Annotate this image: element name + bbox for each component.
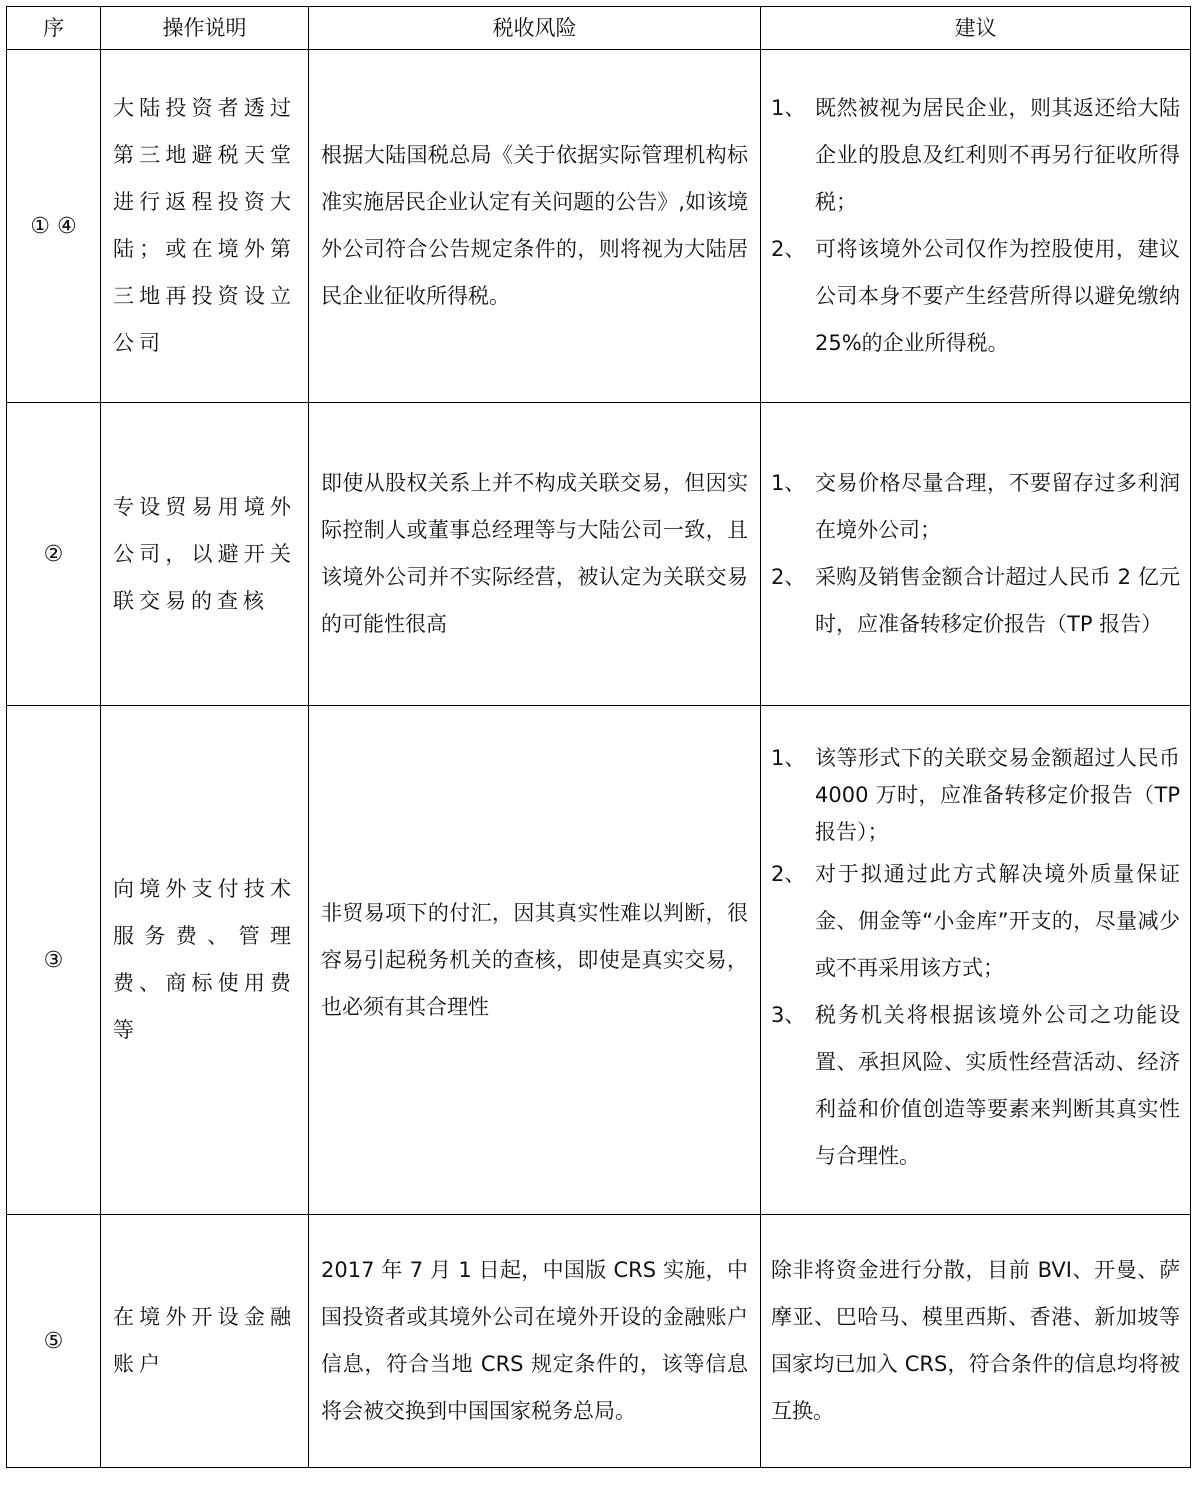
header-seq: 序 [7, 7, 101, 50]
advice-text: 既然被视为居民企业，则其返还给大陆企业的股息及红利则不再另行征收所得税； [815, 96, 1180, 214]
advice-item [771, 992, 1180, 1180]
row-operation: 向境外支付技术服务费、管理费、商标使用费等 [101, 706, 309, 1215]
row-operation: 专设贸易用境外公司，以避开关联交易的查核 [101, 403, 309, 706]
advice-item [771, 85, 1180, 226]
row-advice [761, 1215, 1191, 1468]
advice-item [771, 226, 1180, 367]
row-advice [761, 50, 1191, 403]
advice-text: 除非将资金进行分散，目前 BVI、开曼、萨摩亚、巴哈马、模里西斯、香港、新加坡等国家均已加入 CRS，符合条件的信息均将被互换。 [771, 1258, 1180, 1423]
advice-text: 对于拟通过此方式解决境外质量保证金、佣金等“小金库”开支的，尽量减少或不再采用该方式； [815, 862, 1180, 980]
row-risk: 即使从股权关系上并不构成关联交易，但因实际控制人或董事总经理等与大陆公司一致，且该境外公司并不实际经营，被认定为关联交易的可能性很高 [309, 403, 761, 706]
advice-text: 可将该境外公司仅作为控股使用，建议公司本身不要产生经营所得以避免缴纳 25%的企业所得税。 [815, 237, 1180, 355]
row-risk: 非贸易项下的付汇，因其真实性难以判断，很容易引起税务机关的查核，即使是真实交易，也必须有其合理性 [309, 706, 761, 1215]
header-advice: 建议 [761, 7, 1191, 50]
table-row [7, 50, 1191, 403]
advice-item [771, 740, 1180, 851]
advice-number: 1、 [771, 471, 806, 495]
row-operation: 在境外开设金融账户 [101, 1215, 309, 1468]
advice-number: 1、 [771, 96, 806, 120]
advice-text: 采购及销售金额合计超过人民币 2 亿元时，应准备转移定价报告（TP 报告） [815, 565, 1180, 636]
advice-number: 2、 [771, 862, 806, 886]
row-seq: ② [7, 403, 101, 706]
row-seq: ① ④ [7, 50, 101, 403]
advice-number: 1、 [771, 746, 806, 770]
row-advice [761, 403, 1191, 706]
advice-text: 该等形式下的关联交易金额超过人民币 4000 万时，应准备转移定价报告（TP 报告）； [815, 746, 1180, 844]
advice-item [771, 851, 1180, 992]
table-row [7, 706, 1191, 1215]
advice-number: 2、 [771, 565, 806, 589]
tax-risk-table [6, 6, 1191, 1468]
header-risk: 税收风险 [309, 7, 761, 50]
row-seq: ③ [7, 706, 101, 1215]
header-operation: 操作说明 [101, 7, 309, 50]
row-seq: ⑤ [7, 1215, 101, 1468]
table-header-row [7, 7, 1191, 50]
table-row [7, 403, 1191, 706]
table-row [7, 1215, 1191, 1468]
advice-item [771, 554, 1180, 648]
row-risk: 2017 年 7 月 1 日起，中国版 CRS 实施，中国投资者或其境外公司在境外开设的金融账户信息，符合当地 CRS 规定条件的，该等信息将会被交换到中国国家税务总局。 [309, 1215, 761, 1468]
advice-number: 2、 [771, 237, 806, 261]
row-operation: 大陆投资者透过第三地避税天堂进行返程投资大陆；或在境外第三地再投资设立公司 [101, 50, 309, 403]
row-risk: 根据大陆国税总局《关于依据实际管理机构标准实施居民企业认定有关问题的公告》,如该境外公司符合公告规定条件的，则将视为大陆居民企业征收所得税。 [309, 50, 761, 403]
advice-text: 税务机关将根据该境外公司之功能设置、承担风险、实质性经营活动、经济利益和价值创造等要素来判断其真实性与合理性。 [815, 1003, 1180, 1168]
advice-item [771, 460, 1180, 554]
row-advice [761, 706, 1191, 1215]
advice-number: 3、 [771, 1003, 806, 1027]
advice-text: 交易价格尽量合理，不要留存过多利润在境外公司； [815, 471, 1180, 542]
